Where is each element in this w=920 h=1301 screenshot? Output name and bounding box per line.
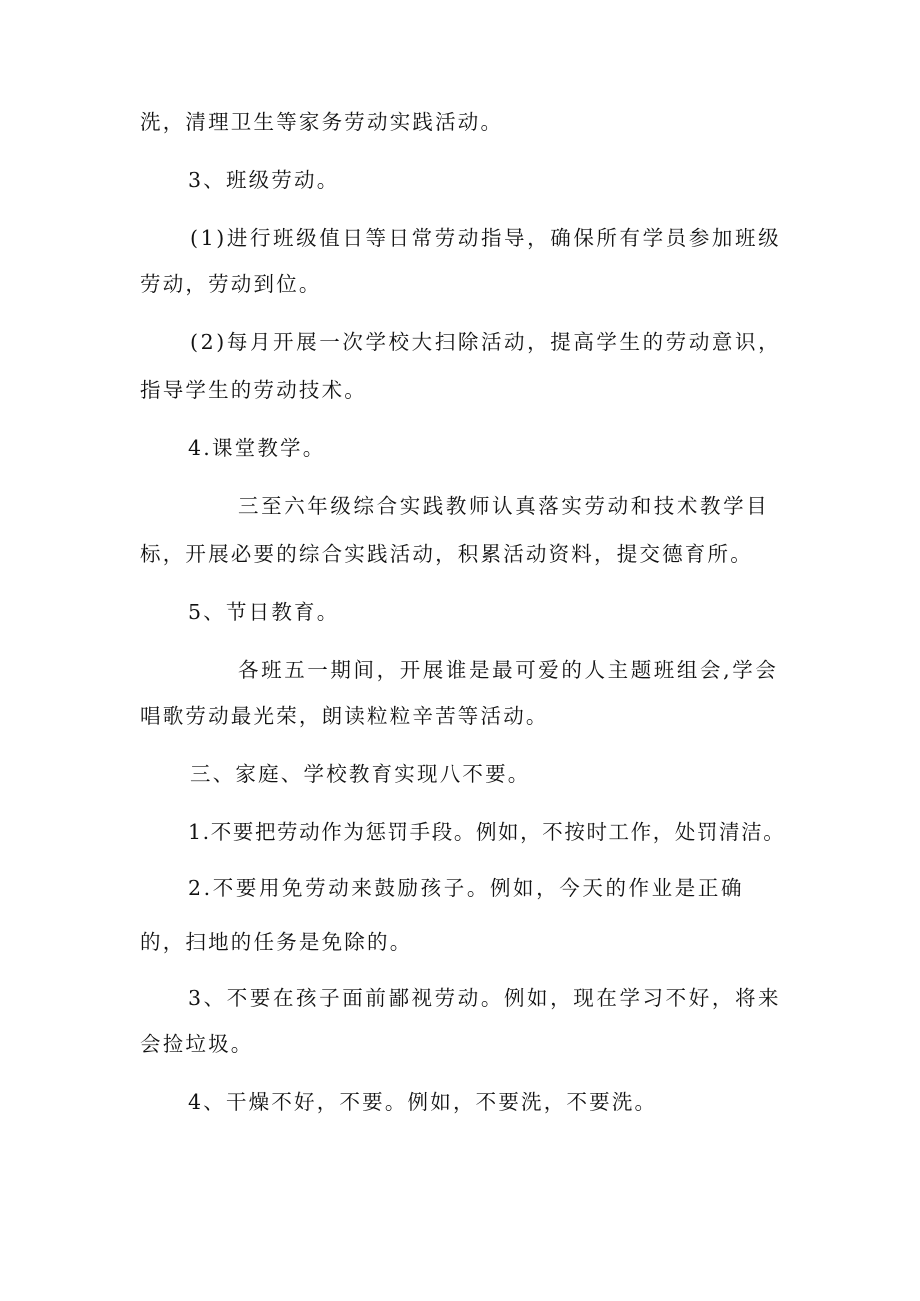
section-heading: 4.课堂教学。 [188,436,326,460]
paragraph-line: 各班五一期间，开展谁是最可爱的人主题班组会,学会 [238,658,779,682]
list-item: 1.不要把劳动作为惩罚手段。例如，不按时工作，处罚清洁。 [188,820,786,844]
paragraph-line: (1)进行班级值日等日常劳动指导，确保所有学员参加班级 [190,226,782,250]
paragraph-line: (2)每月开展一次学校大扫除活动，提高学生的劳动意识， [190,330,782,354]
paragraph-line: 的，扫地的任务是免除的。 [140,930,413,954]
paragraph-line: 指导学生的劳动技术。 [140,378,367,402]
paragraph-line: 会捡垃圾。 [140,1032,254,1056]
paragraph-line: 洗，清理卫生等家务劳动实践活动。 [140,110,504,134]
section-heading: 三、家庭、学校教育实现八不要。 [190,762,531,786]
paragraph-line: 三至六年级综合实践教师认真落实劳动和技术教学目 [238,494,770,518]
section-heading: 5、节日教育。 [188,600,340,624]
paragraph-line: 标，开展必要的综合实践活动，积累活动资料，提交德育所。 [140,542,753,566]
paragraph-line: 劳动，劳动到位。 [140,272,322,296]
list-item: 3、不要在孩子面前鄙视劳动。例如，现在学习不好，将来 [188,986,782,1010]
paragraph-line: 唱歌劳动最光荣，朗读粒粒辛苦等活动。 [140,704,549,728]
section-heading: 3、班级劳动。 [188,168,340,192]
list-item: 4、干燥不好，不要。例如，不要洗，不要洗。 [188,1090,658,1114]
list-item: 2.不要用免劳动来鼓励孩子。例如，今天的作业是正确 [188,876,745,900]
